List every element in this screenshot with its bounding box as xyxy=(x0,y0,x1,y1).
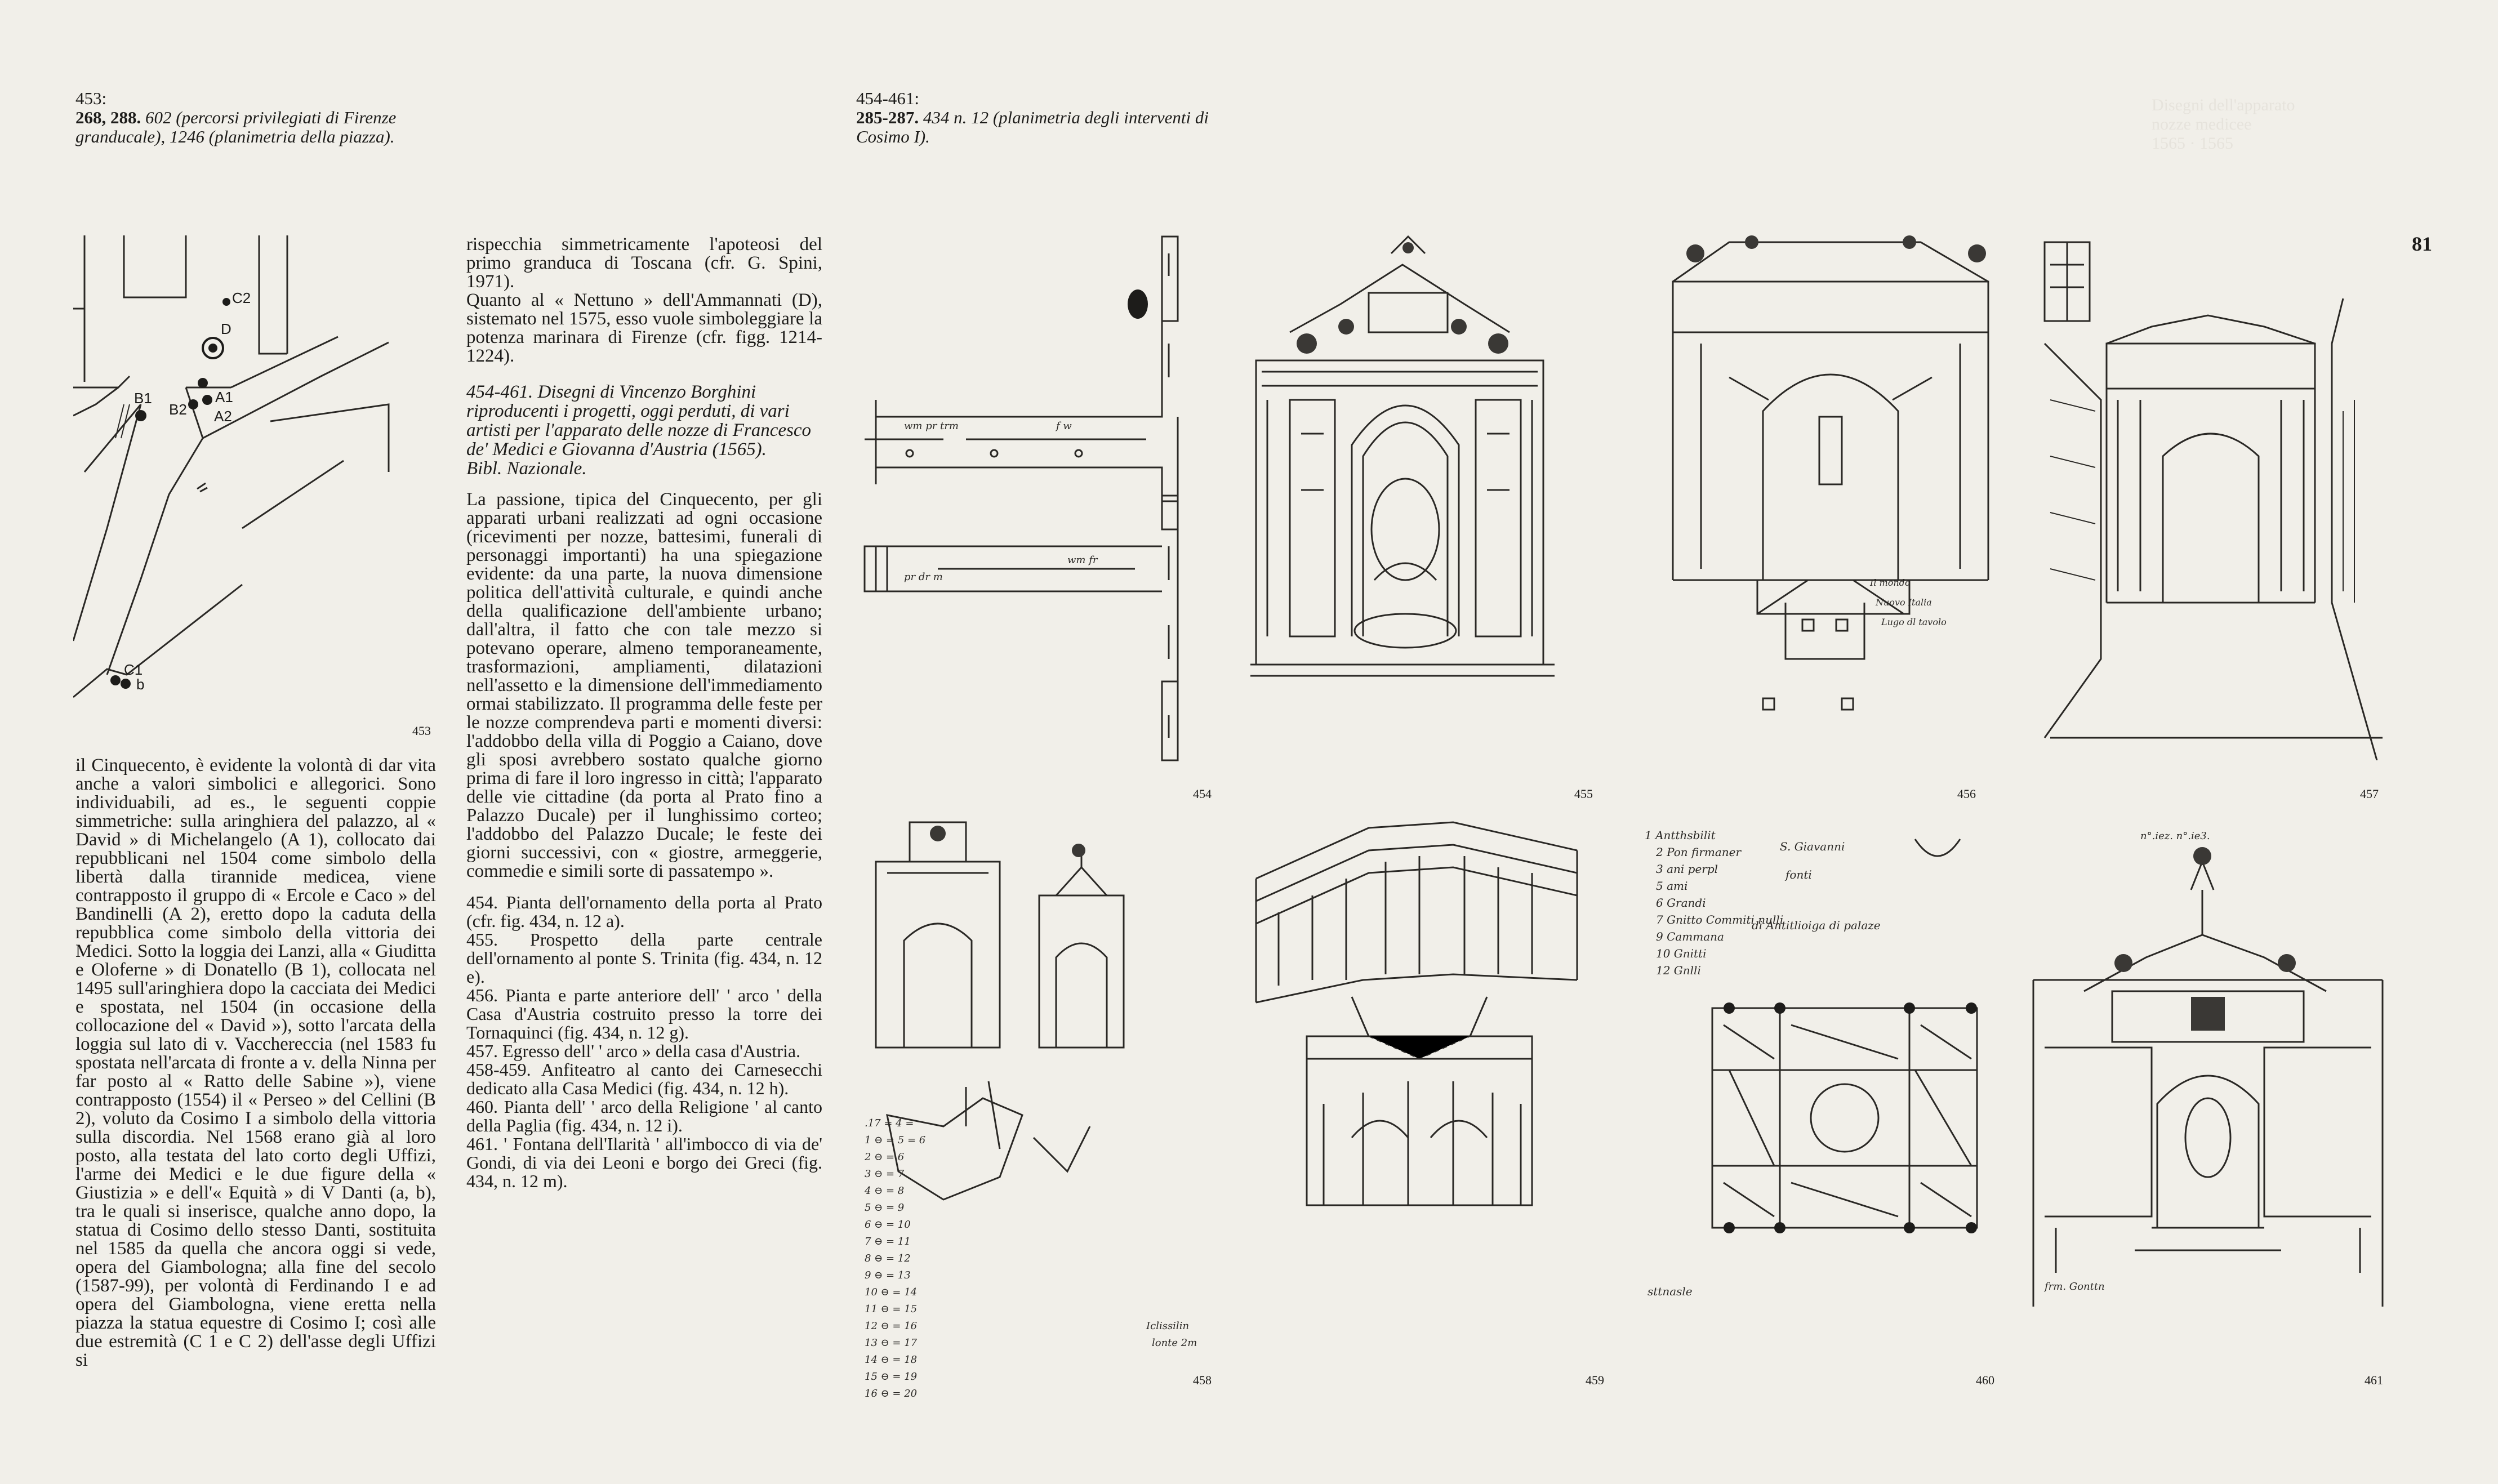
svg-text:7 Gnitto Commiti nulli: 7 Gnitto Commiti nulli xyxy=(1656,913,1784,926)
svg-text:5 ⊖ = 9: 5 ⊖ = 9 xyxy=(865,1202,905,1214)
figure-453-number: 453 xyxy=(412,724,431,738)
caption-456: 456. Pianta e parte anteriore dell' ' arco ' della Casa d'Austria costruito presso la torre dei Tornaquinci (fig. 434, n. 12 g). xyxy=(466,985,822,1042)
label-c2: C2 xyxy=(232,289,251,306)
svg-text:11 ⊖ = 15: 11 ⊖ = 15 xyxy=(865,1303,918,1315)
ref-453-text: 602 (percorsi privilegiati di Firenze granducale), 1246 (planimetria della piazza). xyxy=(75,108,397,146)
svg-text:6 ⊖ = 10: 6 ⊖ = 10 xyxy=(865,1219,911,1231)
svg-text:fonti: fonti xyxy=(1785,868,1812,881)
figure-454-number: 454 xyxy=(1193,787,1212,801)
svg-text:15 ⊖ = 19: 15 ⊖ = 19 xyxy=(865,1371,918,1383)
ref-453-body xyxy=(75,108,442,146)
middle-para-1: rispecchia simmetricamente l'apoteosi del primo granduca di Toscana (cfr. G. Spini, 1971). xyxy=(466,234,822,292)
figure-455-number: 455 xyxy=(1574,787,1593,801)
left-column-text: il Cinquecento, è evidente la volontà di dar vita anche a valori simbolici e allegorici. Sono individuabili, ad es., le seguenti coppie simmetriche: sulla aringhiera del palazzo, al « David » di Michelangelo (A 1), collocato dai repubblicani nel 1504 come simbolo della libertà dalla tirannide medicea, viene contrapposto il gruppo di « Ercole e Caco » del Bandinelli (A 2), eretto dopo la caduta della repubblica come simbolo della vittoria dei Medici. Sotto la loggia dei Lanzi, alla « Giuditta e Oloferne » di Donatello (B 1), collocata nel 1495 sull'aringhiera dopo la cacciata dei Medici e spostata, nel 1504 (in occasione della collocazione del « David »), sotto l'arcata della loggia sul lato di v. Vacchereccia (nel 1583 fu spostata nell'arcata di fronte a v. della Ninna per far posto al « Ratto delle Sabine »), viene contrapposto (1554) il « Perseo » del Cellini (B 2), voluto da Cosimo I a simbolo della vittoria sulla discordia. Nel 1568 erano già al loro posto, alla testata del lato corto degli Uffizi, l'arme dei Medici e le due figure della « Giustizia » e dell'« Equità » di V Danti (a, b), tra le quali si inserisce, qualche anno dopo, la statua di Cosimo dello stesso Danti, sostituita nel 1585 da quella che ancora oggi si vede, opera del Giambologna; alla fine del secolo (1587-99), per volontà di Ferdinando I e ad opera del Giambologna, viene eretta nella piazza la statua equestre di Cosimo I; così alle due estremità (C 1 e C 2) dell'asse degli Uffizi si xyxy=(75,755,436,1370)
svg-text:1 Antthsbilit: 1 Antthsbilit xyxy=(1645,828,1716,842)
label-a1: A1 xyxy=(215,389,233,405)
page-number: 81 xyxy=(2412,233,2432,255)
svg-text:16 ⊖ = 20: 16 ⊖ = 20 xyxy=(865,1388,918,1400)
svg-text:sttnasle: sttnasle xyxy=(1647,1285,1693,1298)
svg-text:2 ⊖ = 6: 2 ⊖ = 6 xyxy=(865,1151,905,1163)
caption-457: 457. Egresso dell' ' arco » della casa d'Austria. xyxy=(466,1041,801,1061)
caption-454: 454. Pianta dell'ornamento della porta al Prato (cfr. fig. 434, n. 12 a). xyxy=(466,892,822,931)
middle-column xyxy=(466,235,822,1191)
figure-455-elevation-drawing xyxy=(1228,231,1588,738)
label-a2: A2 xyxy=(214,408,232,425)
svg-text:3 ani perpl: 3 ani perpl xyxy=(1656,862,1718,876)
svg-text:10 Gnitti: 10 Gnitti xyxy=(1656,947,1707,960)
svg-text:5 ami: 5 ami xyxy=(1656,879,1688,893)
svg-text:12 ⊖ = 16: 12 ⊖ = 16 xyxy=(865,1320,918,1332)
svg-text:S. Giavanni: S. Giavanni xyxy=(1780,840,1845,853)
figure-457-number: 457 xyxy=(2360,787,2379,801)
ref-453-label: 453: xyxy=(75,88,107,108)
figure-454-plan-drawing xyxy=(853,231,1214,772)
svg-text:di Antitlioiga di palaze: di Antitlioiga di palaze xyxy=(1752,919,1881,932)
label-b2: B2 xyxy=(169,401,187,418)
ref-453 xyxy=(75,89,442,146)
figure-461-number: 461 xyxy=(2365,1373,2383,1387)
ref-454-text: 434 n. 12 (planimetria degli interventi di Cosimo I). xyxy=(856,108,1209,146)
svg-text:1 ⊖ = 5 = 6: 1 ⊖ = 5 = 6 xyxy=(865,1134,926,1146)
caption-461: 461. ' Fontana dell'Ilarità ' all'imbocco di via de' Gondi, di via dei Leoni e borgo dei Greci (fig. 434, n. 12 m). xyxy=(466,1134,822,1191)
ref-454-label: 454-461: xyxy=(856,88,919,108)
piazza-plan-svg xyxy=(73,235,434,720)
svg-text:4 ⊖ = 8: 4 ⊖ = 8 xyxy=(865,1185,905,1197)
caption-460: 460. Pianta dell' ' arco della Religione ' al canto della Paglia (fig. 434, n. 12 i). xyxy=(466,1097,822,1135)
caption-455: 455. Prospetto della parte centrale dell'ornamento al ponte S. Trinita (fig. 434, n. 12 e). xyxy=(466,929,822,987)
svg-text:pr dr m: pr dr m xyxy=(904,571,943,583)
svg-text:12 Gnlli: 12 Gnlli xyxy=(1656,964,1701,977)
svg-text:Il mondo: Il mondo xyxy=(1870,577,1911,588)
figure-458-arches-drawing xyxy=(853,811,1214,1414)
svg-text:8 ⊖ = 12: 8 ⊖ = 12 xyxy=(865,1253,911,1264)
figure-456-arch-drawing xyxy=(1639,231,2033,738)
svg-text:13 ⊖ = 17: 13 ⊖ = 17 xyxy=(865,1337,918,1349)
ref-454-bold: 285-287. xyxy=(856,108,919,127)
figure-caption-heading: 454-461. Disegni di Vincenzo Borghini riproducenti i progetti, oggi perduti, di vari artisti per l'apparato delle nozze di Francesco de' Medici e Giovanna d'Austria (1565). Bibl. Nazionale. xyxy=(466,382,811,479)
label-d: D xyxy=(221,320,231,337)
label-c1: C1 xyxy=(124,661,143,678)
figure-459-amphitheatre-drawing xyxy=(1239,811,1600,1301)
caption-458-459: 458-459. Anfiteatro al canto dei Carnesecchi dedicato alla Casa Medici (fig. 434, n. 12 h). xyxy=(466,1059,822,1098)
svg-text:3 ⊖ = 7: 3 ⊖ = 7 xyxy=(865,1168,905,1180)
svg-text:Lugo dl tavolo: Lugo dl tavolo xyxy=(1881,617,1947,627)
svg-text:lonte 2m: lonte 2m xyxy=(1152,1337,1197,1349)
label-b: b xyxy=(136,676,145,693)
svg-text:Iclissilin: Iclissilin xyxy=(1146,1320,1190,1332)
label-b1: B1 xyxy=(134,390,152,407)
caption-list xyxy=(466,893,822,1191)
svg-text:.17 = 4 =: .17 = 4 = xyxy=(865,1117,914,1129)
svg-text:2 Pon firmaner: 2 Pon firmaner xyxy=(1656,845,1742,859)
figure-453-plan xyxy=(73,235,434,720)
svg-text:f w: f w xyxy=(1056,420,1072,432)
ref-454-body xyxy=(856,108,1228,146)
svg-text:wm fr: wm fr xyxy=(1067,554,1098,566)
svg-text:10 ⊖ = 14: 10 ⊖ = 14 xyxy=(865,1286,918,1298)
ref-454-461 xyxy=(856,89,1228,146)
figure-458-number: 458 xyxy=(1193,1373,1212,1387)
svg-text:wm pr trm: wm pr trm xyxy=(904,420,959,432)
svg-text:9 Cammana: 9 Cammana xyxy=(1656,930,1724,943)
svg-text:frm. Gonttn: frm. Gonttn xyxy=(2045,1281,2105,1293)
middle-para-2: Quanto al « Nettuno » dell'Ammannati (D), sistemato nel 1575, esso vuole simboleggiare la potenza marinara di Firenze (cfr. figg. 1214-1224). xyxy=(466,290,822,366)
middle-para-3: La passione, tipica del Cinquecento, per gli apparati urbani realizzati ad ogni occasione (ricevimenti per nozze, battesimi, funerali di personaggi importanti) ha una spiegazione evidente: da una parte, la nuova dimensione politica dell'attività culturale, e quindi anche della qualificazione dell'ambiente urbano; dall'altra, il fatto che con tale mezzo si potevano operare, almeno temporaneamente, trasformazioni, ampliamenti, dilatazioni nell'assetto e la dimensione dell'immediamento ormai stabilizzato. Il programma delle feste per le nozze comprendeva parti e momenti diversi: l'addobbo della villa di Poggio a Caiano, dove gli sposi avrebbero sostato qualche giorno prima di fare il loro ingresso in città; l'apparato delle vie cittadine (da porta al Prato fino a Palazzo Ducale) per il lunghissimo corteo; l'addobbo del Palazzo Ducale; le feste dei giorni successivi, con « giostre, armeggerie, commedie e simili sorte di passatempo ». xyxy=(466,489,822,881)
figure-459-number: 459 xyxy=(1586,1373,1604,1387)
svg-text:14 ⊖ = 18: 14 ⊖ = 18 xyxy=(865,1354,918,1366)
svg-text:Nuovo Italia: Nuovo Italia xyxy=(1876,597,1932,608)
figure-457-arch-perspective xyxy=(2028,231,2388,760)
svg-text:6 Grandi: 6 Grandi xyxy=(1656,896,1706,910)
ref-453-bold: 268, 288. xyxy=(75,108,141,127)
figure-461-fountain-drawing xyxy=(2022,822,2394,1329)
svg-text:7 ⊖ = 11: 7 ⊖ = 11 xyxy=(865,1236,911,1247)
figure-460-plan-drawing xyxy=(1639,822,2028,1346)
figure-460-number: 460 xyxy=(1976,1373,1994,1387)
figure-456-number: 456 xyxy=(1957,787,1976,801)
svg-text:9 ⊖ = 13: 9 ⊖ = 13 xyxy=(865,1269,911,1281)
bleed-through-text: Disegni dell'apparato nozze medicee 1565 · 1565 xyxy=(2152,96,2295,153)
svg-text:n°.iez. n°.ie3.: n°.iez. n°.ie3. xyxy=(2140,830,2210,842)
